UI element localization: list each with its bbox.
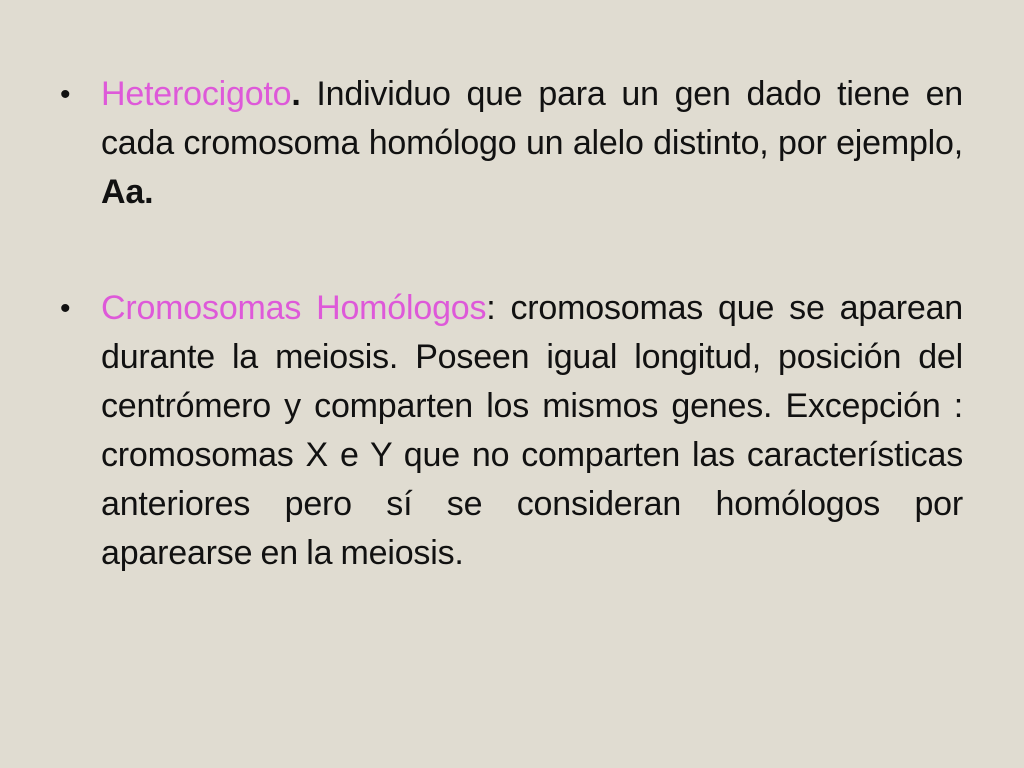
bullet-marker: • (60, 78, 71, 111)
term-cromosomas-homologos: Cromosomas Homólogos (101, 289, 487, 327)
term-suffix: : (486, 289, 496, 327)
example-genotype: Aa. (101, 173, 154, 211)
definition-cromosomas-homologos: cromosomas que se aparean durante la meiosis. Poseen igual longitud, posición del centrómero y comparten los mismos genes. Excepción : cromosomas X e Y que no comparten las características anteriores pero sí se consideran homólogos por aparearse en la meiosis. (101, 289, 963, 572)
bullet-list (60, 70, 963, 578)
term-suffix: . (291, 75, 301, 113)
bullet-marker: • (60, 292, 71, 325)
term-heterocigoto: Heterocigoto (101, 75, 292, 113)
definition-heterocigoto: Individuo que para un gen dado tiene en cada cromosoma homólogo un alelo distinto, por ejemplo, (101, 75, 963, 162)
bullet-cromosomas-homologos (60, 284, 963, 578)
bullet-heterocigoto (60, 70, 963, 217)
